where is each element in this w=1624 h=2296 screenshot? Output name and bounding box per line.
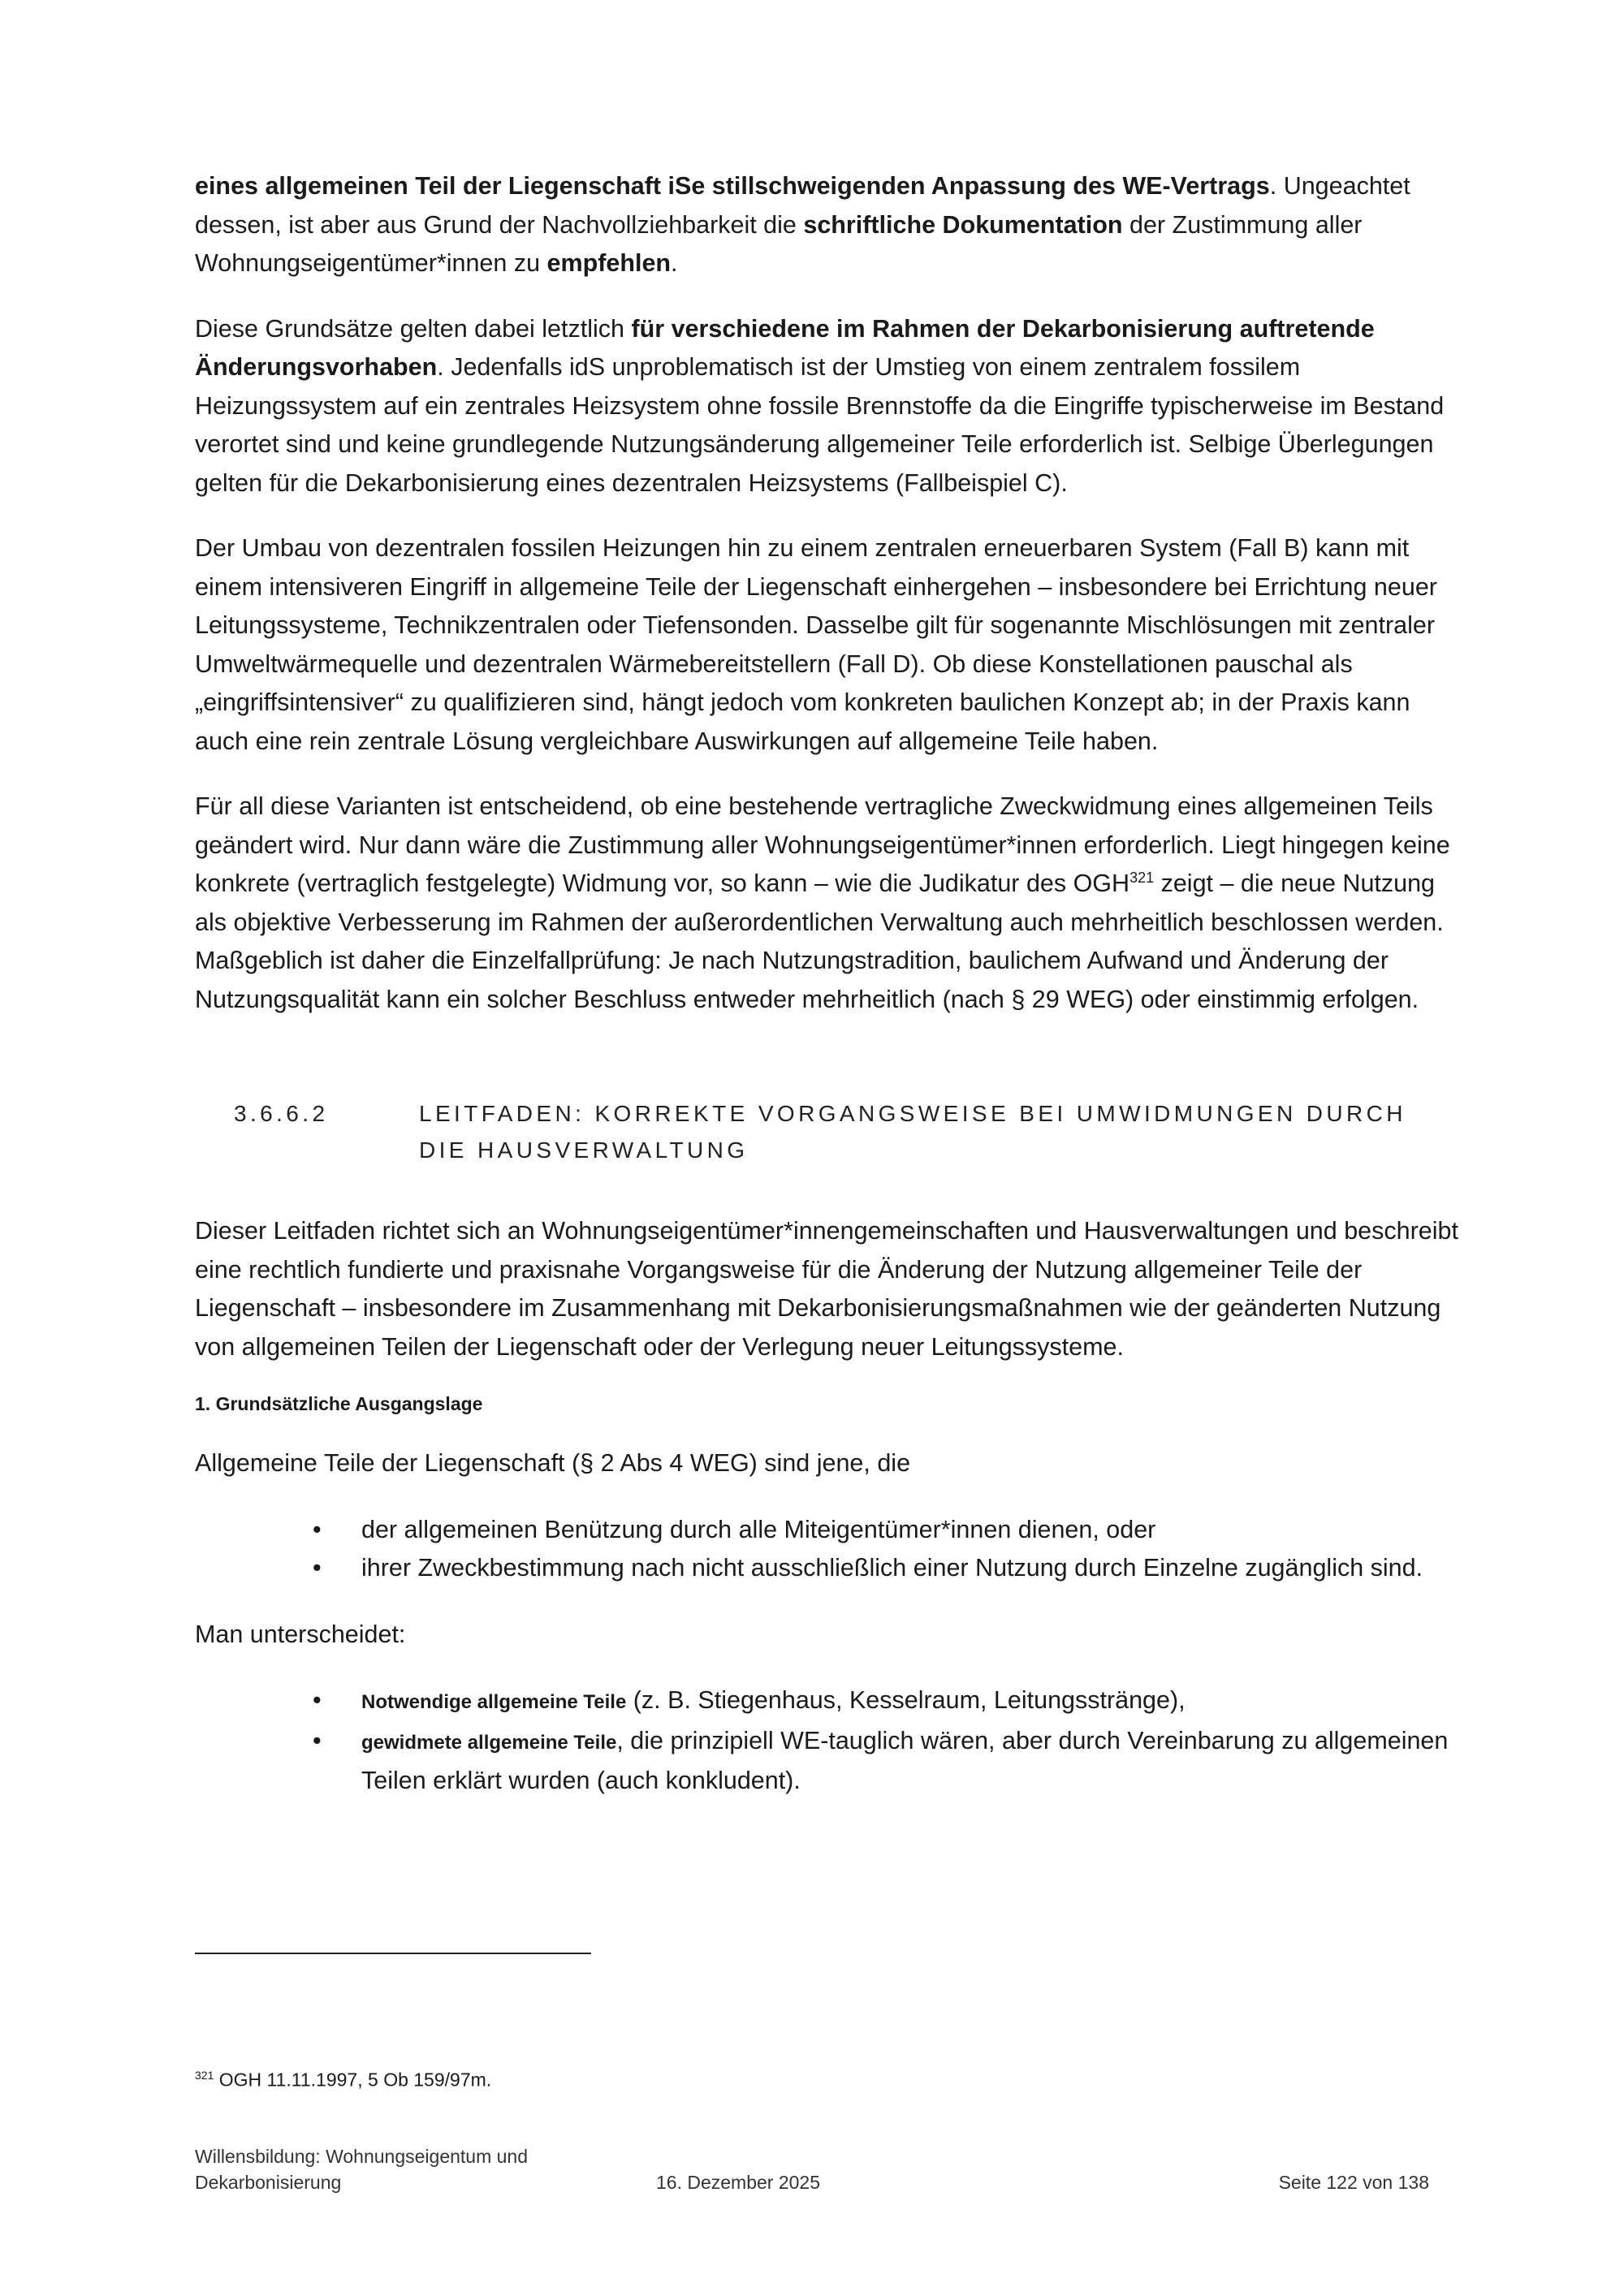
- bullet-icon: •: [313, 1726, 322, 1754]
- list-item-text: ihrer Zweckbestimmung nach nicht ausschließlich einer Nutzung durch Einzelne zugänglich sind.: [361, 1554, 1423, 1582]
- text: der Zustimmung aller Wohnungseigentümer*innen zu: [195, 210, 1363, 277]
- text: .: [671, 249, 678, 277]
- footnote-separator: [195, 1953, 591, 1954]
- bold-text: empfehlen: [546, 249, 672, 277]
- paragraph-3: Der Umbau von dezentralen fossilen Heizungen hin zu einem zentralen erneuerbaren System (Fall B) kann mit einem intensiveren Eingriff in allgemeine Teile der Liegenschaft einhergehen – insbesondere bei Errichtung neuer Leitungssysteme, Technikzentralen oder Tiefensonden. Dasselbe gilt für sogenannte Mischlösungen mit zentraler Umweltwärmequelle und dezentralen Wärmebereitstellern (Fall D). Ob diese Konstellationen pauschal als „eingriffsintensiver“ zu qualifizieren sind, hängt jedoch vom konkreten baulichen Konzept ab; in der Praxis kann auch eine rein zentrale Lösung vergleichbare Auswirkungen auf allgemeine Teile haben.: [195, 534, 1437, 755]
- bold-text: für verschiedene im Rahmen der Dekarbonisierung auftretende Änderungsvorhaben: [195, 314, 1375, 381]
- bullet-icon: •: [313, 1515, 322, 1543]
- footnote: [195, 2069, 491, 2091]
- definition-list: [195, 1511, 1462, 1588]
- list-item: [195, 1549, 1462, 1588]
- subheading: 1. Grundsätzliche Ausgangslage: [195, 1393, 483, 1414]
- guide-intro-paragraph: Dieser Leitfaden richtet sich an Wohnungseigentümer*innengemeinschaften und Hausverwaltungen und beschreibt eine rechtlich fundierte und praxisnahe Vorgangsweise für die Änderung der Nutzung allgemeiner Teile der Liegenschaft – insbesondere im Zusammenhang mit Dekarbonisierungsmaßnahmen wie der geänderten Nutzung von allgemeinen Teilen der Liegenschaft oder der Verlegung neuer Leitungssysteme.: [195, 1217, 1458, 1361]
- text: Diese Grundsätze gelten dabei letztlich: [195, 314, 632, 343]
- list-item: [195, 1681, 1462, 1722]
- footer-document-title: Willensbildung: Wohnungseigentum und Dekarbonisierung: [195, 2146, 529, 2193]
- bullet-icon: •: [313, 1686, 322, 1714]
- definition-lead: Allgemeine Teile der Liegenschaft (§ 2 Abs 4 WEG) sind jene, die: [195, 1449, 911, 1477]
- paragraph-2: [195, 310, 1462, 503]
- footer-page-number: Seite 122 von 138: [1278, 2172, 1429, 2193]
- list-item-term: gewidmete allgemeine Teile: [361, 1731, 617, 1754]
- footnote-number: 321: [195, 2069, 214, 2082]
- list-item-text: (z. B. Stiegenhaus, Kesselraum, Leitungsstränge),: [626, 1686, 1186, 1714]
- text: zeigt – die neue Nutzung als objektive Verbesserung im Rahmen der außerordentlichen Verwaltung auch mehrheitlich beschlossen werden. Maßgeblich ist daher die Einzelfallprüfung: Je nach Nutzungstradition, baulichem Aufwand und Änderung der Nutzungsqualität kann ein solcher Beschluss entweder mehrheitlich (nach § 29 WEG) oder einstimmig erfolgen.: [195, 870, 1444, 1013]
- section-heading: [195, 1095, 1462, 1168]
- footnote-text: OGH 11.11.1997, 5 Ob 159/97m.: [214, 2069, 492, 2091]
- list-item-term: Notwendige allgemeine Teile: [361, 1691, 627, 1713]
- bold-text: eines allgemeinen Teil der Liegenschaft iSe stillschweigenden Anpassung des WE-Vertrags: [195, 172, 1270, 200]
- footer-date: 16. Dezember 2025: [656, 2172, 821, 2193]
- list-item: [195, 1511, 1462, 1550]
- list-item: [195, 1722, 1462, 1801]
- paragraph-4: [195, 788, 1462, 1019]
- text: Für all diese Varianten ist entscheidend, ob eine bestehende vertragliche Zweckwidmung eines allgemeinen Teils geändert wird. Nur dann wäre die Zustimmung aller Wohnungseigentümer*innen erforderlich. Liegt hingegen keine konkrete (vertraglich festgelegte) Widmung vor, so kann – wie die Judikatur des OGH: [195, 792, 1450, 897]
- text: . Jedenfalls idS unproblematisch ist der Umstieg von einem zentralem fossilem Heizungssystem auf ein zentrales Heizsystem ohne fossile Brennstoffe da die Eingriffe typischerweise im Bestand verortet sind und keine grundlegende Nutzungsänderung allgemeiner Teile erforderlich ist. Selbige Überlegungen gelten für die Dekarbonisierung eines dezentralen Heizsystems (Fallbeispiel C).: [195, 353, 1445, 497]
- page-body: [195, 167, 1462, 1828]
- bullet-icon: •: [313, 1554, 322, 1582]
- distinction-lead: Man unterscheidet:: [195, 1620, 406, 1648]
- list-item-text: , die prinzipiell WE-tauglich wären, aber durch Vereinbarung zu allgemeinen Teilen erklärt wurden (auch konkludent).: [361, 1726, 1449, 1794]
- paragraph-1: [195, 167, 1462, 283]
- section-number: 3.6.6.2: [234, 1101, 329, 1126]
- text: . Ungeachtet dessen, ist aber aus Grund der Nachvollziehbarkeit die: [195, 172, 1410, 239]
- footnote-reference[interactable]: 321: [1129, 869, 1155, 886]
- bold-text: schriftliche Dokumentation: [803, 210, 1123, 239]
- list-item-text: der allgemeinen Benützung durch alle Miteigentümer*innen dienen, oder: [361, 1515, 1156, 1543]
- section-title: LEITFADEN: KORREKTE VORGANGSWEISE BEI UMWIDMUNGEN DURCH DIE HAUSVERWALTUNG: [419, 1101, 1406, 1163]
- distinction-list: [195, 1681, 1462, 1801]
